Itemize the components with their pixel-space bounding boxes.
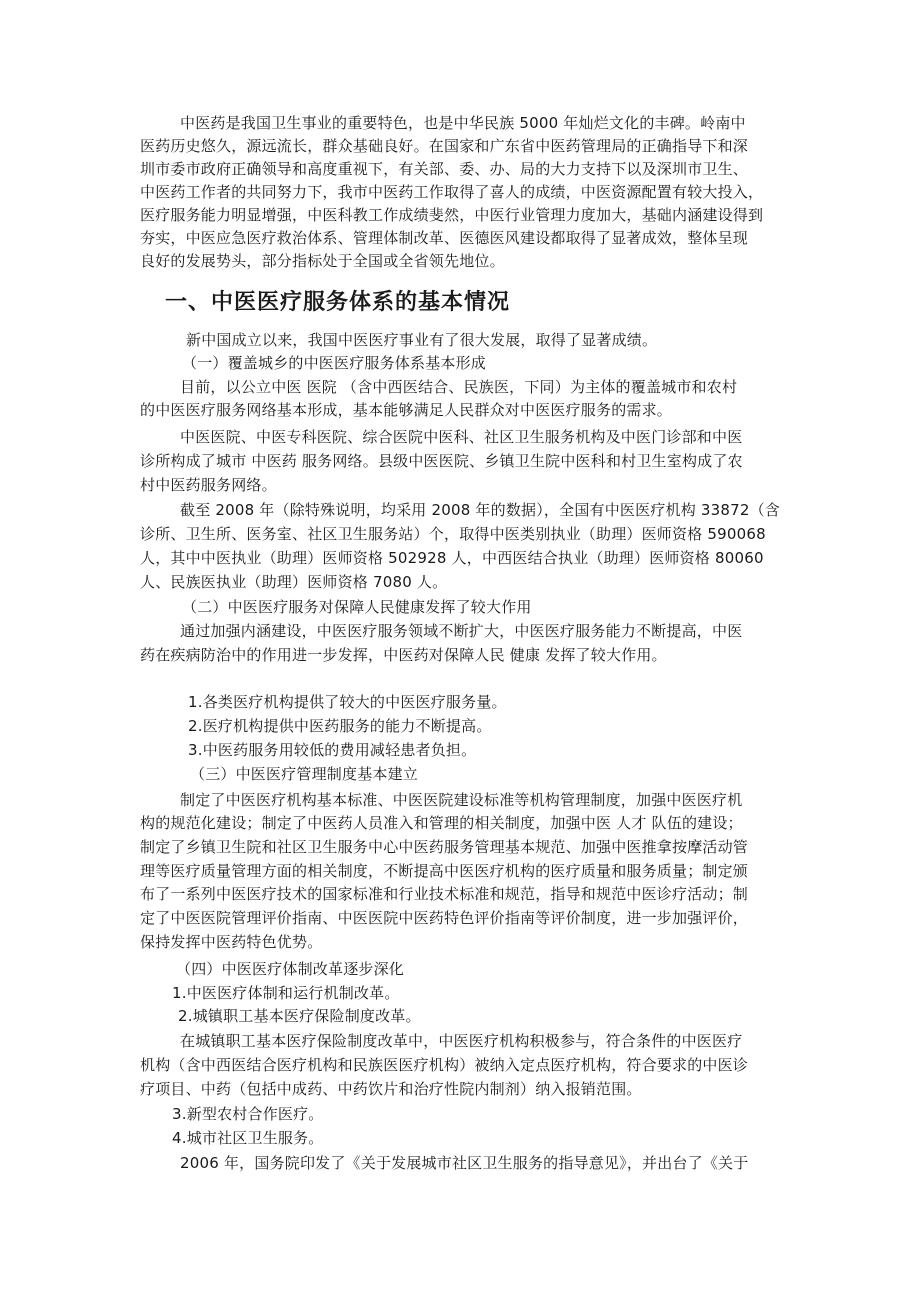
body-line: 制定了中医医疗机构基本标准、中医医院建设标准等机构管理制度，加强中医医疗机 xyxy=(180,791,743,809)
intro-line-7: 良好的发展势头，部分指标处于全国或全省领先地位。 xyxy=(140,252,505,270)
list-item: 1.中医医疗体制和运行机制改革。 xyxy=(172,984,400,1002)
body-line: 2006 年，国务院印发了《关于发展城市社区卫生服务的指导意见》，并出台了《关于 xyxy=(180,1154,749,1172)
body-line: 目前，以公立中医 医院 （含中西医结合、民族医，下同）为主体的覆盖城市和农村 xyxy=(180,378,738,396)
body-line: 在城镇职工基本医疗保险制度改革中，中医医疗机构积极参与，符合条件的中医医疗 xyxy=(180,1032,743,1050)
list-item: 2.城镇职工基本医疗保险制度改革。 xyxy=(178,1007,421,1025)
subheading-2: （二）中医医疗服务对保障人民健康发挥了较大作用 xyxy=(182,598,532,616)
body-line: 村中医药服务网络。 xyxy=(140,476,277,494)
section-heading: 一、中医医疗服务体系的基本情况 xyxy=(165,290,511,315)
list-item: 3.中医药服务用较低的费用减轻患者负担。 xyxy=(188,741,477,759)
body-line: 的中医医疗服务网络基本形成，基本能够满足人民群众对中医医疗服务的需求。 xyxy=(140,401,673,419)
body-line: 通过加强内涵建设，中医医疗服务领域不断扩大，中医医疗服务能力不断提高，中医 xyxy=(180,622,743,640)
intro-line-2: 医药历史悠久，源远流长，群众基础良好。在国家和广东省中医药管理局的正确指导下和深 xyxy=(140,137,749,155)
body-line: 理等医疗质量管理方面的相关制度，不断提高中医医疗机构的医疗质量和服务质量；制定颁 xyxy=(140,862,749,880)
body-line: 药在疾病防治中的作用进一步发挥，中医药对保障人民 健康 发挥了较大作用。 xyxy=(140,646,667,664)
list-item: 2.医疗机构提供中医药服务的能力不断提高。 xyxy=(188,717,492,735)
body-line: 人、民族医执业（助理）医师资格 7080 人。 xyxy=(140,573,448,591)
list-item: 1.各类医疗机构提供了较大的中医医疗服务量。 xyxy=(188,693,507,711)
intro-line-1: 中医药是我国卫生事业的重要特色，也是中华民族 5000 年灿烂文化的丰碑。岭南中 xyxy=(180,114,746,132)
subheading-3: （三）中医医疗管理制度基本建立 xyxy=(190,765,419,783)
intro-line-6: 夯实，中医应急医疗救治体系、管理体制改革、医德医风建设都取得了显著成效，整体呈现 xyxy=(140,229,749,247)
body-line: 诊所构成了城市 中医药 服务网络。县级中医医院、乡镇卫生院中医科和村卫生室构成了农 xyxy=(140,452,743,470)
body-line: 布了一系列中医医疗技术的国家标准和行业技术标准和规范，指导和规范中医诊疗活动；制 xyxy=(140,885,749,903)
body-line: 截至 2008 年（除特殊说明，均采用 2008 年的数据），全国有中医医疗机构 33872（含 xyxy=(180,501,781,519)
body-line: 制定了乡镇卫生院和社区卫生服务中心中医药服务管理基本规范、加强中医推拿按摩活动管 xyxy=(140,838,749,856)
intro-line-5: 医疗服务能力明显增强，中医科教工作成绩斐然，中医行业管理力度加大，基础内涵建设得到 xyxy=(140,206,764,224)
body-line: 定了中医医院管理评价指南、中医医院中医药特色评价指南等评价制度，进一步加强评价， xyxy=(140,909,749,927)
body-line: 构的规范化建设；制定了中医药人员准入和管理的相关制度，加强中医 人才 队伍的建设； xyxy=(140,814,743,832)
list-item: 4.城市社区卫生服务。 xyxy=(172,1129,324,1147)
body-line: 中医医院、中医专科医院、综合医院中医科、社区卫生服务机构及中医门诊部和中医 xyxy=(180,428,743,446)
subheading-1: （一）覆盖城乡的中医医疗服务体系基本形成 xyxy=(182,354,487,372)
subheading-4: （四）中医医疗体制改革逐步深化 xyxy=(176,960,405,978)
body-line: 疗项目、中药（包括中成药、中药饮片和治疗性院内制剂）纳入报销范围。 xyxy=(140,1080,642,1098)
body-line: 人，其中中医执业（助理）医师资格 502928 人，中西医结合执业（助理）医师资格 80060 xyxy=(140,549,764,567)
body-line: 新中国成立以来，我国中医医疗事业有了很大发展，取得了显著成绩。 xyxy=(186,331,658,349)
body-line: 诊所、卫生所、医务室、社区卫生服务站）个，取得中医类别执业（助理）医师资格 590068 xyxy=(140,525,766,543)
body-line: 机构（含中西医结合医疗机构和民族医医疗机构）被纳入定点医疗机构，符合要求的中医诊 xyxy=(140,1056,749,1074)
intro-line-4: 中医药工作者的共同努力下，我市中医药工作取得了喜人的成绩，中医资源配置有较大投入， xyxy=(140,183,764,201)
body-line: 保持发挥中医药特色优势。 xyxy=(140,933,323,951)
intro-line-3: 圳市委市政府正确领导和高度重视下，有关部、委、办、局的大力支持下以及深圳市卫生、 xyxy=(140,160,749,178)
list-item: 3.新型农村合作医疗。 xyxy=(172,1105,324,1123)
